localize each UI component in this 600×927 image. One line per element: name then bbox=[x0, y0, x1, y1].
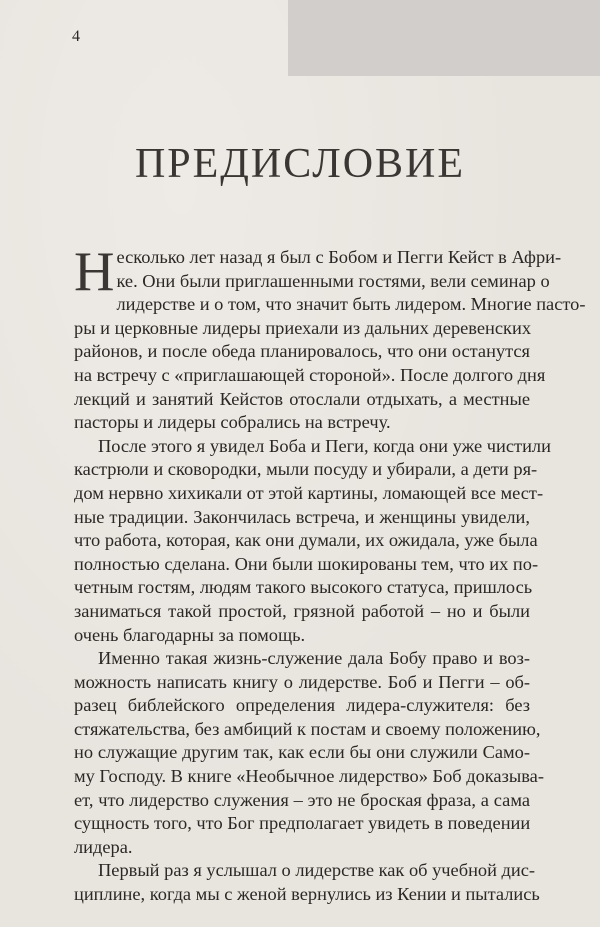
drop-cap: Н bbox=[74, 241, 115, 303]
text-line: лидера. bbox=[74, 836, 133, 857]
paragraph-1 bbox=[74, 241, 586, 435]
text-line: разец библейского определения лидера-служителя: без bbox=[74, 695, 530, 716]
text-line: полностью сделана. Они были шокированы тем, что их по- bbox=[74, 553, 539, 574]
paragraph-2 bbox=[74, 435, 551, 647]
text-line: ет, что лидерство служения – это не броская фраза, а сама bbox=[74, 789, 530, 810]
text-line: сущность того, что Бог предполагает увидеть в поведении bbox=[74, 813, 531, 834]
text-line: стяжательства, без амбиций к постам и своему положению, bbox=[74, 718, 541, 739]
text-line: циплине, когда мы с женой вернулись из Кении и пытались bbox=[74, 884, 540, 905]
text-line: кастрюли и сковородки, мыли посуду и убирали, а дети ря- bbox=[74, 459, 538, 480]
paragraph-4 bbox=[74, 859, 540, 906]
text-line: районов, и после обеда планировалось, что они останутся bbox=[74, 341, 530, 362]
text-line: можность написать книгу о лидерстве. Боб и Пегги – об- bbox=[74, 671, 530, 692]
text-line: очень благодарны за помощь. bbox=[74, 624, 306, 645]
text-line: Первый раз я услышал о лидерстве как об учебной дис- bbox=[98, 860, 536, 881]
body-text bbox=[74, 241, 586, 907]
text-line: есколько лет назад я был с Бобом и Пегги Кейст в Афри- bbox=[116, 247, 562, 267]
text-line: лидерстве и о том, что значит быть лидером. Многие пасто- bbox=[116, 294, 586, 315]
text-line: После этого я увидел Боба и Пеги, когда они уже чистили bbox=[98, 435, 551, 456]
text-line: лекций и занятий Кейстов отослали отдыхать, а местные bbox=[74, 388, 530, 409]
text-line: заниматься такой простой, грязной работой – но и были bbox=[74, 600, 530, 621]
chapter-title: ПРЕДИСЛОВИЕ bbox=[134, 141, 466, 187]
text-line: пасторы и лидеры собрались на встречу. bbox=[74, 412, 391, 433]
text-line: ры и церковные лидеры приехали из дальних деревенских bbox=[74, 317, 532, 338]
text-line: что работа, которая, как они думали, их ожидала, уже была bbox=[74, 530, 538, 551]
text-line: дом нервно хихикали от этой картины, ломающей все мест- bbox=[74, 482, 544, 503]
text-line: му Господу. В книге «Необычное лидерство» Боб доказыва- bbox=[74, 766, 544, 787]
text-line: ке. Они были приглашенными гостями, вели семинар о bbox=[116, 270, 550, 291]
page-number: 4 bbox=[72, 28, 80, 45]
text-line: но служащие другим так, как если бы они служили Само- bbox=[74, 742, 530, 763]
scan-shadow-block bbox=[288, 0, 600, 76]
text-line: ные традиции. Закончилась встреча, и женщины увидели, bbox=[74, 506, 530, 527]
text-line: четным гостям, людям такого высокого статуса, пришлось bbox=[74, 577, 533, 598]
text-line: на встречу с «приглашающей стороной». После долгого дня bbox=[74, 364, 546, 385]
paragraph-3 bbox=[74, 647, 544, 859]
text-line: Именно такая жизнь-служение дала Бобу право и воз- bbox=[98, 648, 530, 669]
